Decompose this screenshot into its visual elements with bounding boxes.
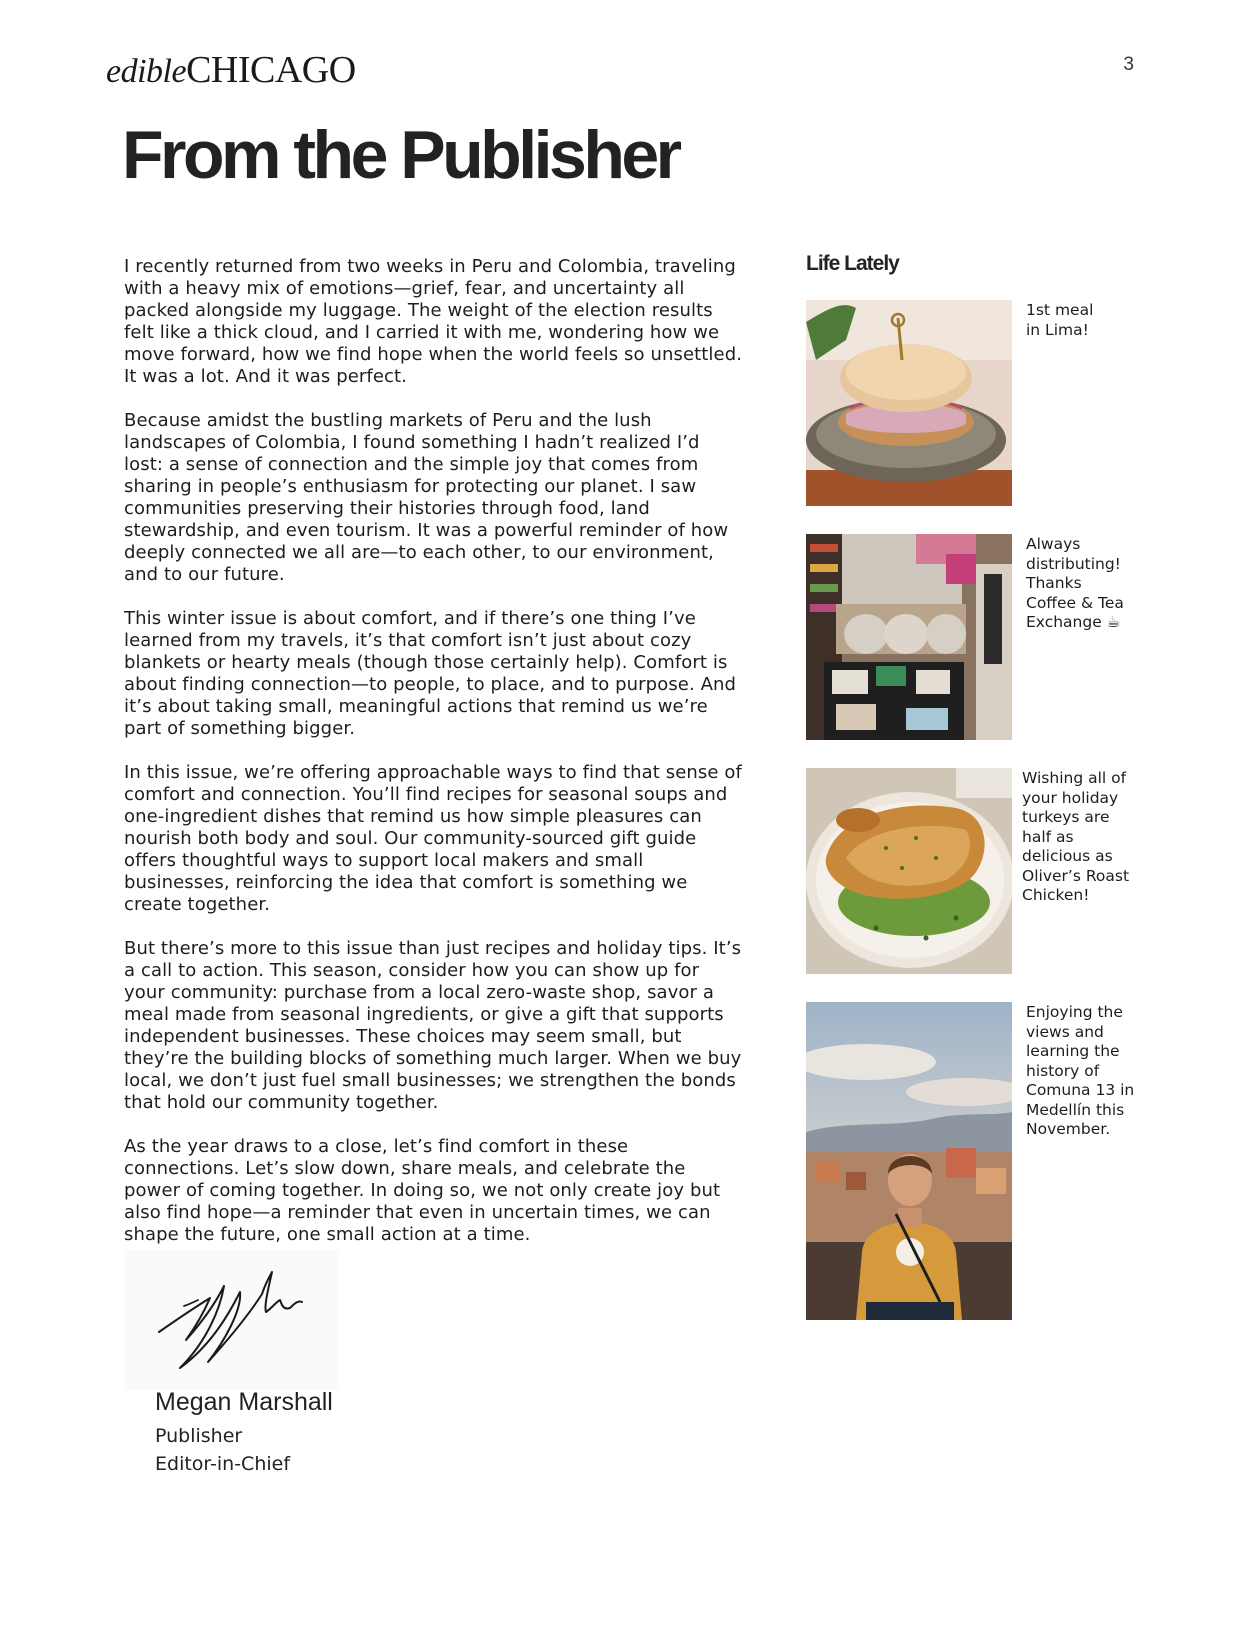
page-title: From the Publisher xyxy=(122,117,679,193)
photo-caption: Enjoying the views and learning the history of Comuna 13 in Medellín this November. xyxy=(1026,1003,1135,1138)
signer-role: Editor-in-Chief xyxy=(155,1453,291,1475)
letter-paragraph: In this issue, we’re offering approachable ways to find that sense of comfort and connection. You’ll find recipes for seasonal soups and one-ingredient dishes that remind us how simple pleasures can nourish both body and soul. Our community-sourced gift guide offers thoughtful ways to support local makers and small businesses, reinforcing the idea that comfort is something we create together. xyxy=(124,762,742,915)
letter-paragraph: This winter issue is about comfort, and if there’s one thing I’ve learned from my travels, it’s that comfort isn’t just about cozy blankets or hearty meals (though those certainly help). Comfort is about finding connection—to people, to place, and to purpose. And it’s about taking small, meaningful actions that remind us we’re part of something bigger. xyxy=(124,608,737,739)
letter-paragraph: I recently returned from two weeks in Peru and Colombia, traveling with a heavy mix of emotions—grief, fear, and uncertainty all packed alongside my luggage. The weight of the election results felt like a thick cloud, and I carried it with me, wondering how we move forward, how we find hope when the world feels so unsettled. It was a lot. And it was perfect. xyxy=(124,256,743,387)
magazine-logo xyxy=(106,48,356,92)
photo-caption: Wishing all of your holiday turkeys are half as delicious as Oliver’s Roast Chicken! xyxy=(1022,769,1130,904)
letter-paragraph: Because amidst the bustling markets of Peru and the lush landscapes of Colombia, I found something I hadn’t realized I’d lost: a sense of connection and the simple joy that comes from sharing in people’s enthusiasm for protecting our planet. I saw communities preserving their histories through food, land stewardship, and even tourism. It was a powerful reminder of how deeply connected we all are—to each other, to our environment, and to our future. xyxy=(124,410,729,585)
letter-paragraph: But there’s more to this issue than just recipes and holiday tips. It’s a call to action. This season, consider how you can show up for your community: purchase from a local zero-waste shop, savor a meal made from seasonal ingredients, or give a gift that supports independent businesses. These choices may seem small, but they’re the building blocks of something much larger. When we buy local, we don’t just fuel small businesses; we strengthen the bonds that hold our community together. xyxy=(124,938,742,1113)
signer-role: Publisher xyxy=(155,1425,243,1447)
letter-paragraph: As the year draws to a close, let’s find comfort in these connections. Let’s slow down, share meals, and celebrate the power of coming together. In doing so, we not only create joy but also find hope—a reminder that even in uncertain times, we can shape the future, one small action at a time. xyxy=(124,1136,721,1245)
page-number: 3 xyxy=(1123,54,1134,75)
coffee-shop-photo xyxy=(806,534,1012,740)
sidebar-title: Life Lately xyxy=(806,252,899,275)
publisher-letter xyxy=(124,256,744,1268)
handwritten-signature xyxy=(124,1250,339,1390)
signer-name: Megan Marshall xyxy=(155,1388,333,1416)
logo-city: CHICAGO xyxy=(186,49,356,91)
logo-edible: edible xyxy=(106,53,187,90)
sandwich-photo xyxy=(806,300,1012,506)
photo-caption: Always distributing! Thanks Coffee & Tea Exchange ☕ xyxy=(1026,535,1124,631)
medellin-photo xyxy=(806,1002,1012,1320)
roast-chicken-photo xyxy=(806,768,1012,974)
photo-caption: 1st meal in Lima! xyxy=(1026,301,1094,339)
